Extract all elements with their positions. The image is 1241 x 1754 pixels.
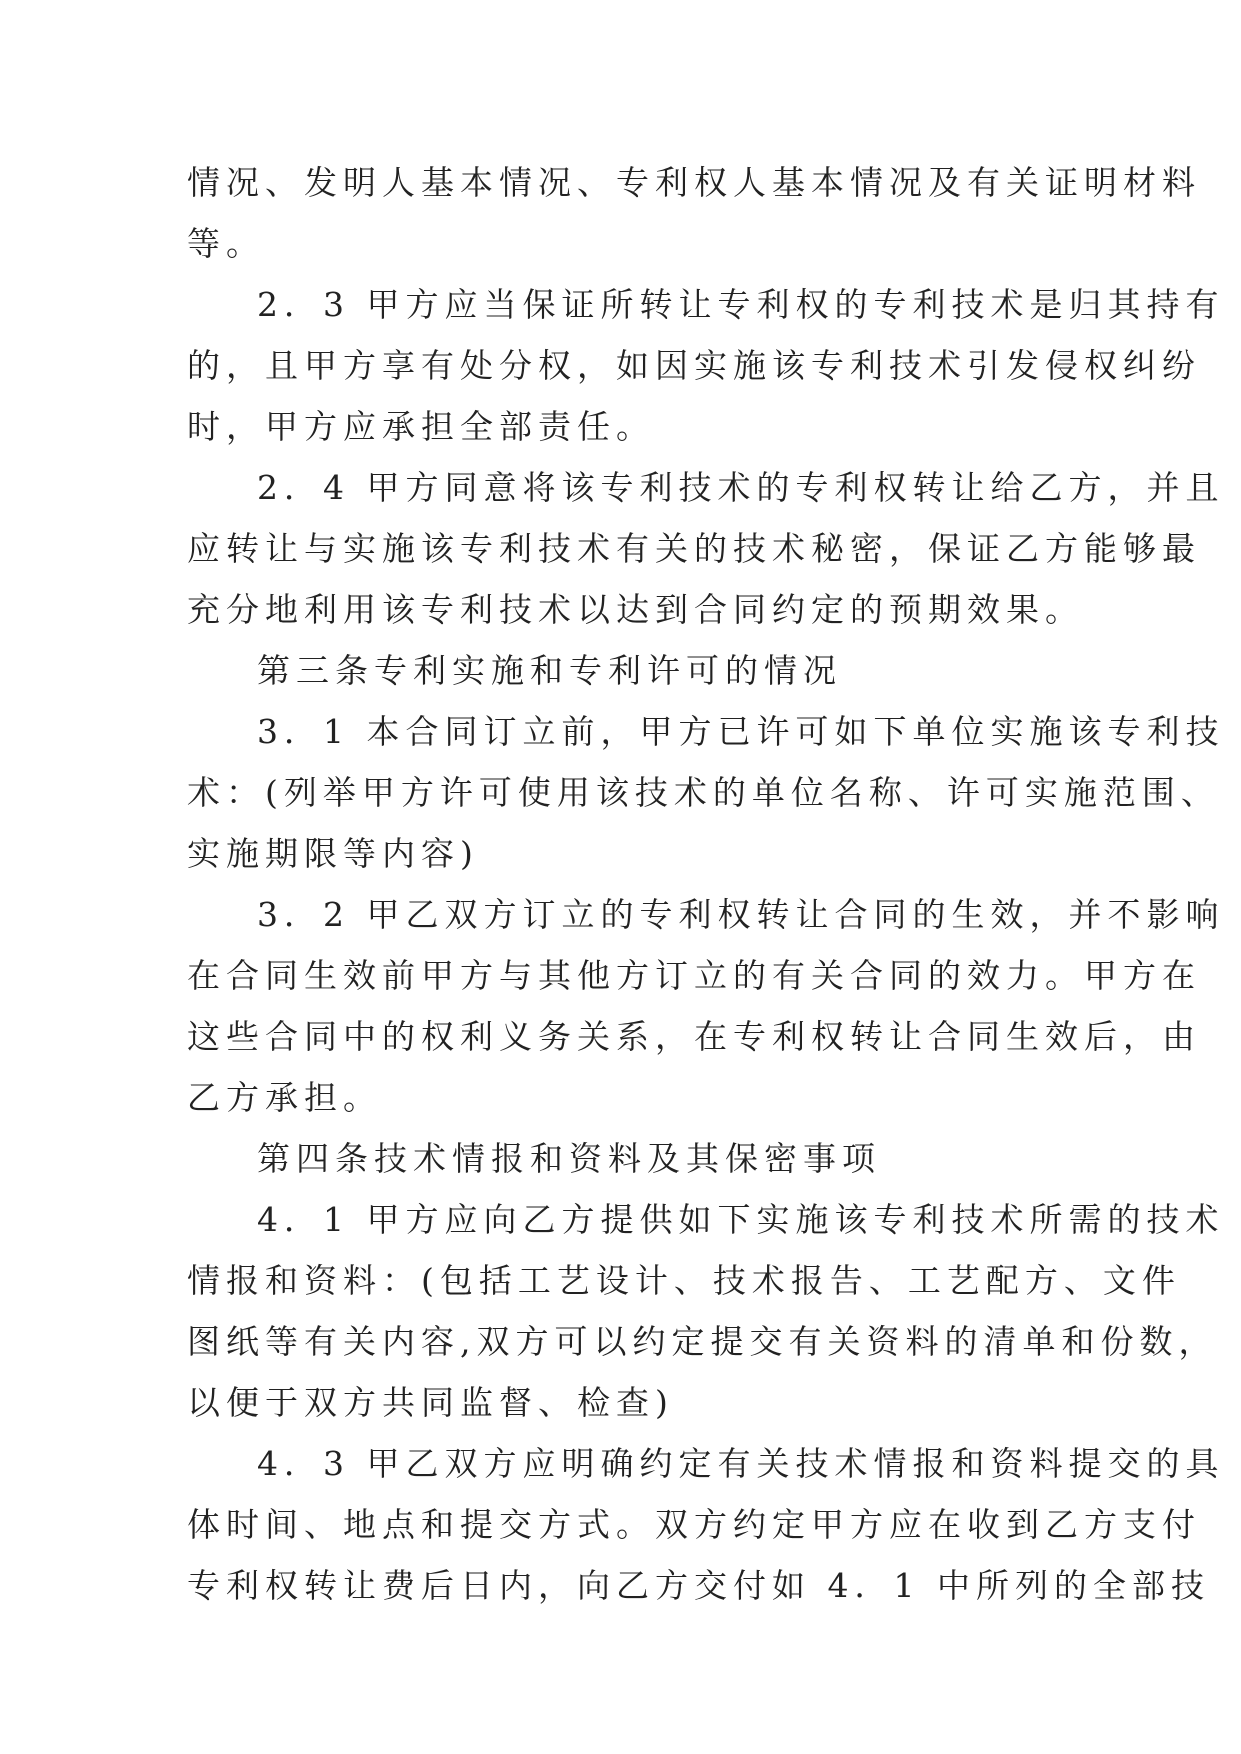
text-line: 应转让与实施该专利技术有关的技术秘密，保证乙方能够最 bbox=[187, 529, 1201, 568]
clause-3-2: 3．2 甲乙双方订立的专利权转让合同的生效，并不影响 bbox=[257, 895, 1225, 934]
text-line: 充分地利用该专利技术以达到合同约定的预期效果。 bbox=[187, 590, 1084, 629]
text-line: 这些合同中的权利义务关系，在专利权转让合同生效后，由 bbox=[187, 1017, 1201, 1056]
clause-2-3: 2．3 甲方应当保证所转让专利权的专利技术是归其持有 bbox=[257, 285, 1225, 324]
text-line: 以便于双方共同监督、检查) bbox=[187, 1383, 674, 1422]
text-line: 等。 bbox=[187, 224, 265, 263]
text-line: 的，且甲方享有处分权，如因实施该专利技术引发侵权纠纷 bbox=[187, 346, 1201, 385]
text-line: 专利权转让费后日内，向乙方交付如 4．1 中所列的全部技 bbox=[187, 1566, 1210, 1605]
clause-2-4: 2．4 甲方同意将该专利技术的专利权转让给乙方，并且 bbox=[257, 468, 1225, 507]
text-line: 情报和资料：(包括工艺设计、技术报告、工艺配方、文件 bbox=[187, 1261, 1181, 1300]
clause-4-1: 4．1 甲方应向乙方提供如下实施该专利技术所需的技术 bbox=[257, 1200, 1225, 1239]
text-line: 情况、发明人基本情况、专利权人基本情况及有关证明材料 bbox=[187, 163, 1201, 202]
clause-3-1: 3．1 本合同订立前，甲方已许可如下单位实施该专利技 bbox=[257, 712, 1225, 751]
text-line: 在合同生效前甲方与其他方订立的有关合同的效力。甲方在 bbox=[187, 956, 1201, 995]
text-line: 体时间、地点和提交方式。双方约定甲方应在收到乙方支付 bbox=[187, 1505, 1201, 1544]
text-line: 图纸等有关内容,双方可以约定提交有关资料的清单和份数， bbox=[187, 1322, 1218, 1361]
article-3-heading: 第三条专利实施和专利许可的情况 bbox=[257, 651, 842, 690]
text-line: 时，甲方应承担全部责任。 bbox=[187, 407, 655, 446]
article-4-heading: 第四条技术情报和资料及其保密事项 bbox=[257, 1139, 881, 1178]
clause-4-3: 4．3 甲乙双方应明确约定有关技术情报和资料提交的具 bbox=[257, 1444, 1225, 1483]
document-body bbox=[187, 152, 1225, 1616]
text-line: 实施期限等内容) bbox=[187, 834, 479, 873]
text-line: 术：(列举甲方许可使用该技术的单位名称、许可实施范围、 bbox=[187, 773, 1220, 812]
text-line: 乙方承担。 bbox=[187, 1078, 382, 1117]
